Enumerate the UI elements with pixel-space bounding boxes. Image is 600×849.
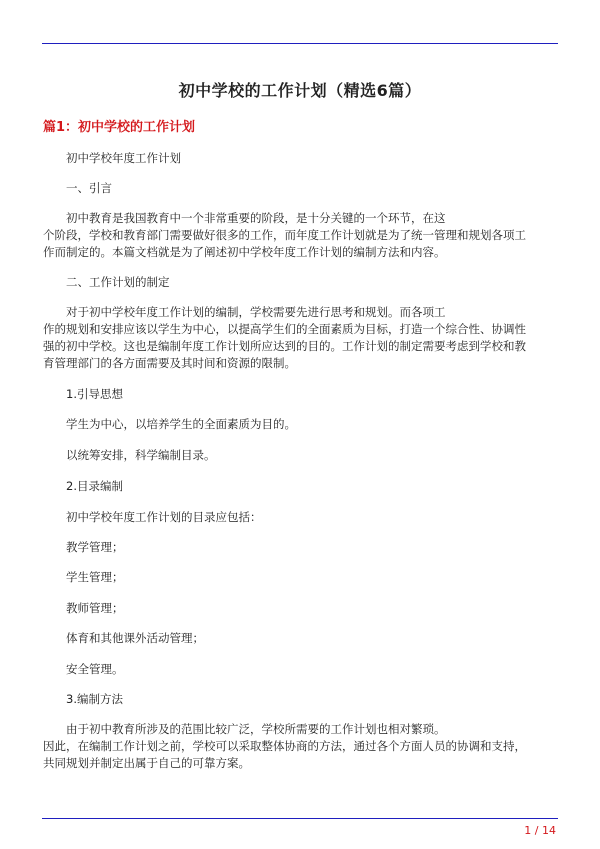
header-rule	[42, 43, 558, 44]
paragraph: 初中教育是我国教育中一个非常重要的阶段，是十分关键的一个环节，在这	[66, 211, 446, 225]
list-item: 体育和其他课外活动管理；	[66, 631, 204, 645]
list-item: 安全管理。	[66, 662, 124, 676]
paragraph: 3.编制方法	[66, 692, 123, 706]
paragraph: 对于初中学校年度工作计划的编制，学校需要先进行思考和规划。而各项工	[66, 305, 446, 319]
paragraph: 共同规划并制定出属于自己的可靠方案。	[43, 756, 250, 770]
list-item: 学生管理；	[66, 570, 124, 584]
paragraph: 初中学校年度工作计划	[66, 151, 181, 165]
paragraph: 个阶段，学校和教育部门需要做好很多的工作，而年度工作计划就是为了统一管理和规划各项工	[43, 228, 526, 242]
list-item: 教学管理；	[66, 540, 124, 554]
paragraph: 作而制定的。本篇文档就是为了阐述初中学校年度工作计划的编制方法和内容。	[43, 245, 446, 259]
section-heading: 篇1：初中学校的工作计划	[43, 120, 196, 135]
paragraph: 强的初中学校。这也是编制年度工作计划所应达到的目的。工作计划的制定需要考虑到学校和教	[43, 339, 526, 353]
paragraph: 2.目录编制	[66, 479, 123, 493]
paragraph: 因此，在编制工作计划之前，学校可以采取整体协商的方法，通过各个方面人员的协调和支持，	[43, 739, 526, 753]
paragraph: 育管理部门的各方面需要及其时间和资源的限制。	[43, 356, 296, 370]
paragraph: 二、工作计划的制定	[66, 275, 170, 289]
page-indicator: 1 / 14	[524, 824, 556, 837]
footer-rule	[42, 818, 558, 819]
paragraph: 作的规划和安排应该以学生为中心，以提高学生们的全面素质为目标，打造一个综合性、协调性	[43, 322, 526, 336]
document-title: 初中学校的工作计划（精选6篇）	[178, 81, 422, 100]
paragraph: 1.引导思想	[66, 387, 123, 401]
paragraph: 以统筹安排，科学编制目录。	[66, 448, 216, 462]
paragraph: 学生为中心，以培养学生的全面素质为目的。	[66, 417, 296, 431]
list-item: 教师管理；	[66, 601, 124, 615]
paragraph: 由于初中教育所涉及的范围比较广泛，学校所需要的工作计划也相对繁琐。	[66, 722, 446, 736]
paragraph: 一、引言	[66, 181, 112, 195]
paragraph: 初中学校年度工作计划的目录应包括：	[66, 510, 262, 524]
